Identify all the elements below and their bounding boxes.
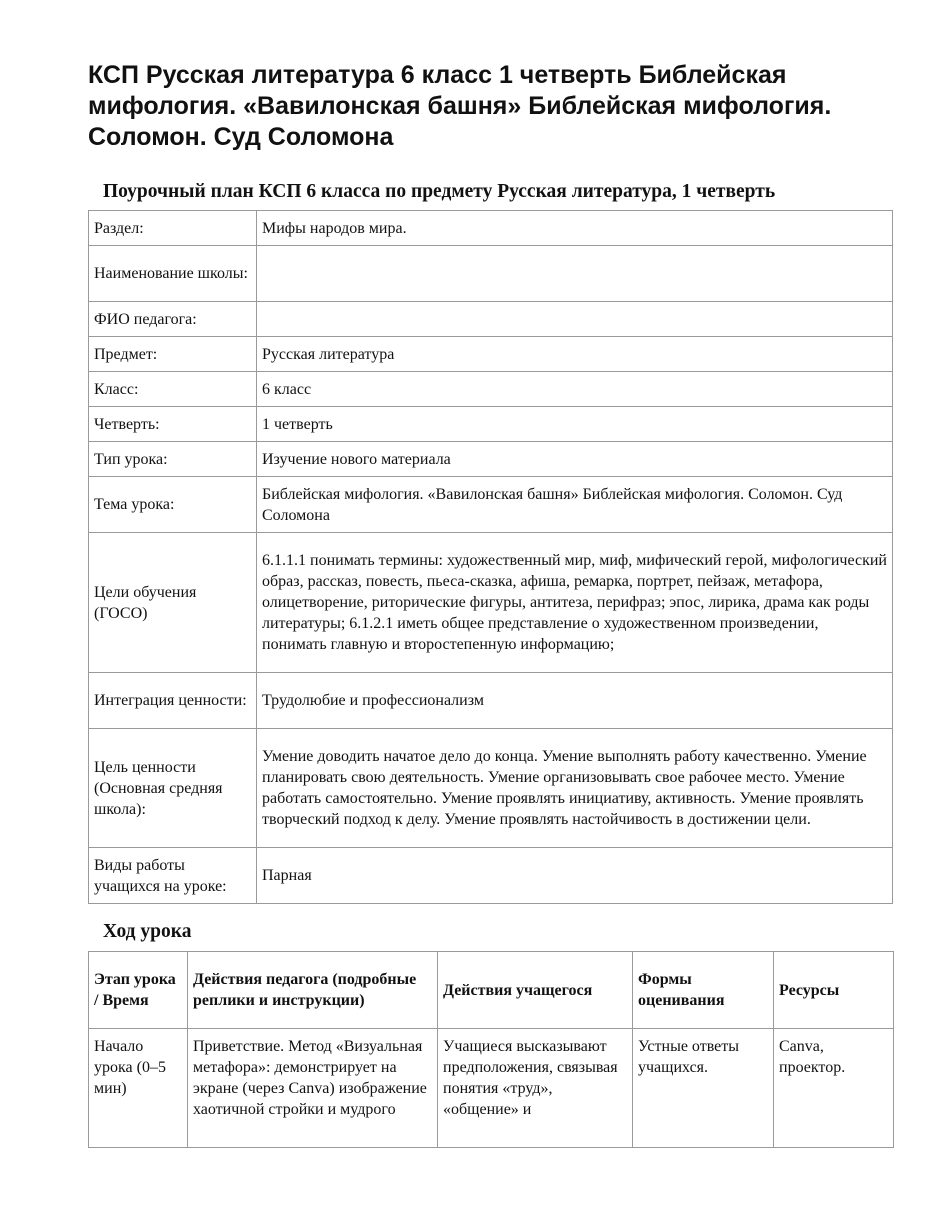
row-label-value-integration: Интеграция ценности: xyxy=(89,673,257,729)
cell-stage: Начало урока (0–5 мин) xyxy=(89,1029,188,1148)
row-label-quarter: Четверть: xyxy=(89,407,257,442)
row-label-section: Раздел: xyxy=(89,211,257,246)
row-label-value-goal: Цель ценности (Основная средняя школа): xyxy=(89,729,257,848)
cell-teacher-actions: Приветствие. Метод «Визуальная метафора»: демонстрирует на экране (через Canva) изображение хаотичной стройки и мудрого xyxy=(188,1029,438,1148)
cell-resources: Canva, проектор. xyxy=(774,1029,894,1148)
table-row xyxy=(89,337,893,372)
table-row xyxy=(89,246,893,302)
lesson-heading: Ход урока xyxy=(103,921,192,942)
cell-assessment: Устные ответы учащихся. xyxy=(633,1029,774,1148)
row-value-quarter: 1 четверть xyxy=(257,407,893,442)
row-value-value-goal: Умение доводить начатое дело до конца. Умение выполнять работу качественно. Умение планировать свою деятельность. Умение организовывать свое рабочее место. Умение работать самостоятельно. Умение проявлять инициативу, активность. Умение проявлять творческий подход к делу. Умение проявлять настойчивость в достижении цели. xyxy=(257,729,893,848)
row-value-work-types: Парная xyxy=(257,848,893,904)
row-label-learning-goals: Цели обучения (ГОСО) xyxy=(89,533,257,673)
plan-heading: Поурочный план КСП 6 класса по предмету Русская литература, 1 четверть xyxy=(103,181,776,202)
row-label-topic: Тема урока: xyxy=(89,477,257,533)
row-value-learning-goals: 6.1.1.1 понимать термины: художественный мир, миф, мифический герой, мифологический образ, рассказ, повесть, пьеса-сказка, афиша, ремарка, портрет, пейзаж, метафора, олицетворение, риторические фигуры, антитеза, перифраз; эпос, лирика, драма как роды литературы; 6.1.2.1 иметь общее представление о художественном произведении, понимать главную и второстепенную информацию; xyxy=(257,533,893,673)
row-value-section: Мифы народов мира. xyxy=(257,211,893,246)
table-row xyxy=(89,407,893,442)
column-header-stage: Этап урока / Время xyxy=(89,952,188,1029)
table-row xyxy=(89,477,893,533)
row-value-teacher xyxy=(257,302,893,337)
row-label-teacher: ФИО педагога: xyxy=(89,302,257,337)
table-row xyxy=(89,302,893,337)
table-row xyxy=(89,372,893,407)
cell-student-actions: Учащиеся высказывают предположения, связывая понятия «труд», «общение» и xyxy=(438,1029,633,1148)
lesson-info-table xyxy=(88,210,893,904)
row-value-grade: 6 класс xyxy=(257,372,893,407)
table-row xyxy=(89,1029,894,1148)
table-row xyxy=(89,673,893,729)
table-row xyxy=(89,848,893,904)
table-header-row xyxy=(89,952,894,1029)
row-value-topic: Библейская мифология. «Вавилонская башня» Библейская мифология. Соломон. Суд Соломона xyxy=(257,477,893,533)
table-row xyxy=(89,533,893,673)
column-header-student-actions: Действия учащегося xyxy=(438,952,633,1029)
lesson-flow-table xyxy=(88,951,894,1148)
row-value-lesson-type: Изучение нового материала xyxy=(257,442,893,477)
column-header-teacher-actions: Действия педагога (подробные реплики и инструкции) xyxy=(188,952,438,1029)
table-row xyxy=(89,211,893,246)
column-header-resources: Ресурсы xyxy=(774,952,894,1029)
table-row xyxy=(89,442,893,477)
row-value-value-integration: Трудолюбие и профессионализм xyxy=(257,673,893,729)
row-label-work-types: Виды работы учащихся на уроке: xyxy=(89,848,257,904)
row-label-lesson-type: Тип урока: xyxy=(89,442,257,477)
column-header-assessment: Формы оценивания xyxy=(633,952,774,1029)
row-label-school: Наименование школы: xyxy=(89,246,257,302)
row-label-subject: Предмет: xyxy=(89,337,257,372)
table-row xyxy=(89,729,893,848)
row-label-grade: Класс: xyxy=(89,372,257,407)
row-value-subject: Русская литература xyxy=(257,337,893,372)
row-value-school xyxy=(257,246,893,302)
page-title: КСП Русская литература 6 класс 1 четверть Библейская мифология. «Вавилонская башня» Библейская мифология. Соломон. Суд Соломона xyxy=(88,61,832,151)
